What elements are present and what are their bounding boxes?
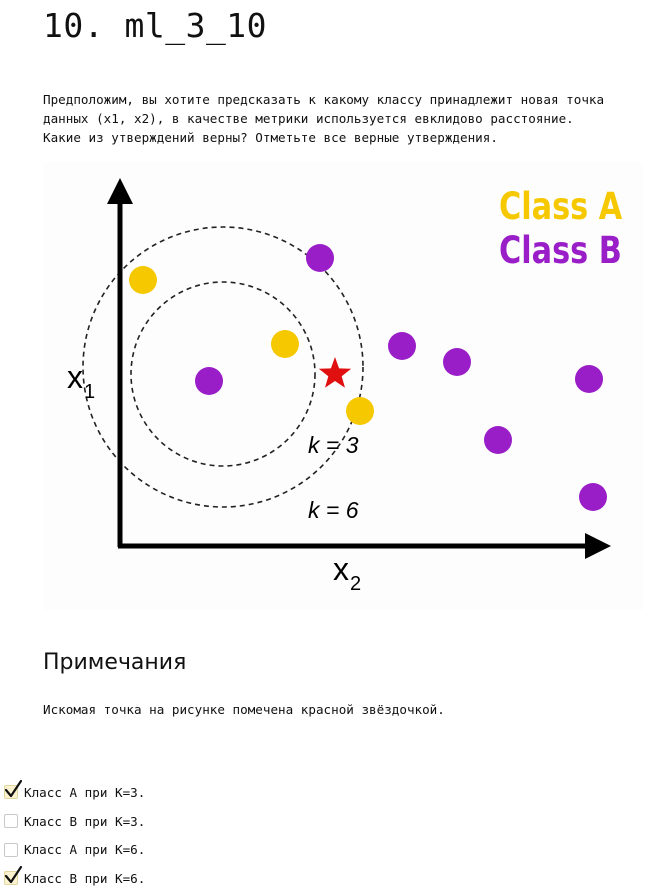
notes-text: Искомая точка на рисунке помечена красной звёздочкой. bbox=[43, 702, 445, 717]
knn-diagram bbox=[43, 162, 643, 610]
option-checkbox[interactable] bbox=[4, 871, 18, 885]
option-class-a-k3[interactable] bbox=[4, 778, 404, 807]
option-label: Класс A при K=6. bbox=[24, 842, 146, 858]
class-a-point bbox=[271, 330, 299, 358]
class-b-point bbox=[388, 332, 416, 360]
k6-label: k = 6 bbox=[308, 497, 359, 523]
legend-class-a: Class A bbox=[499, 185, 623, 228]
class-b-point bbox=[575, 365, 603, 393]
option-class-b-k3[interactable] bbox=[4, 807, 404, 836]
checkmark-icon bbox=[4, 780, 22, 798]
class-a-point bbox=[129, 266, 157, 294]
option-class-b-k6[interactable] bbox=[4, 864, 404, 893]
question-line: Предположим, вы хотите предсказать к какому классу принадлежит новая точка bbox=[43, 92, 605, 107]
option-label: Класс B при K=6. bbox=[24, 870, 146, 886]
class-b-point bbox=[195, 367, 223, 395]
x-axis-label: $x_2$ bbox=[333, 551, 362, 595]
answer-options bbox=[4, 778, 404, 893]
option-checkbox[interactable] bbox=[4, 843, 18, 857]
k3-label: k = 3 bbox=[308, 432, 359, 458]
class-b-point bbox=[306, 244, 334, 272]
legend-class-b: Class B bbox=[499, 229, 622, 272]
knn-figure bbox=[43, 162, 643, 610]
question-line: Какие из утверждений верны? Отметьте все верные утверждения. bbox=[43, 130, 498, 145]
question-text bbox=[43, 90, 667, 147]
option-checkbox[interactable] bbox=[4, 814, 18, 828]
y-axis-label: $x_1$ bbox=[67, 359, 96, 403]
class-a-point bbox=[346, 397, 374, 425]
page-title: 10. ml_3_10 bbox=[43, 6, 268, 45]
class-b-point bbox=[579, 483, 607, 511]
class-b-point bbox=[443, 348, 471, 376]
question-line: данных (x1, x2), в качестве метрики используется евклидово расстояние. bbox=[43, 111, 574, 126]
notes-heading: Примечания bbox=[43, 650, 187, 675]
checkmark-icon bbox=[4, 866, 22, 884]
option-label: Класс B при K=3. bbox=[24, 813, 146, 829]
option-class-a-k6[interactable] bbox=[4, 835, 404, 864]
option-label: Класс A при K=3. bbox=[24, 784, 146, 800]
option-checkbox[interactable] bbox=[4, 785, 18, 799]
class-b-point bbox=[484, 426, 512, 454]
